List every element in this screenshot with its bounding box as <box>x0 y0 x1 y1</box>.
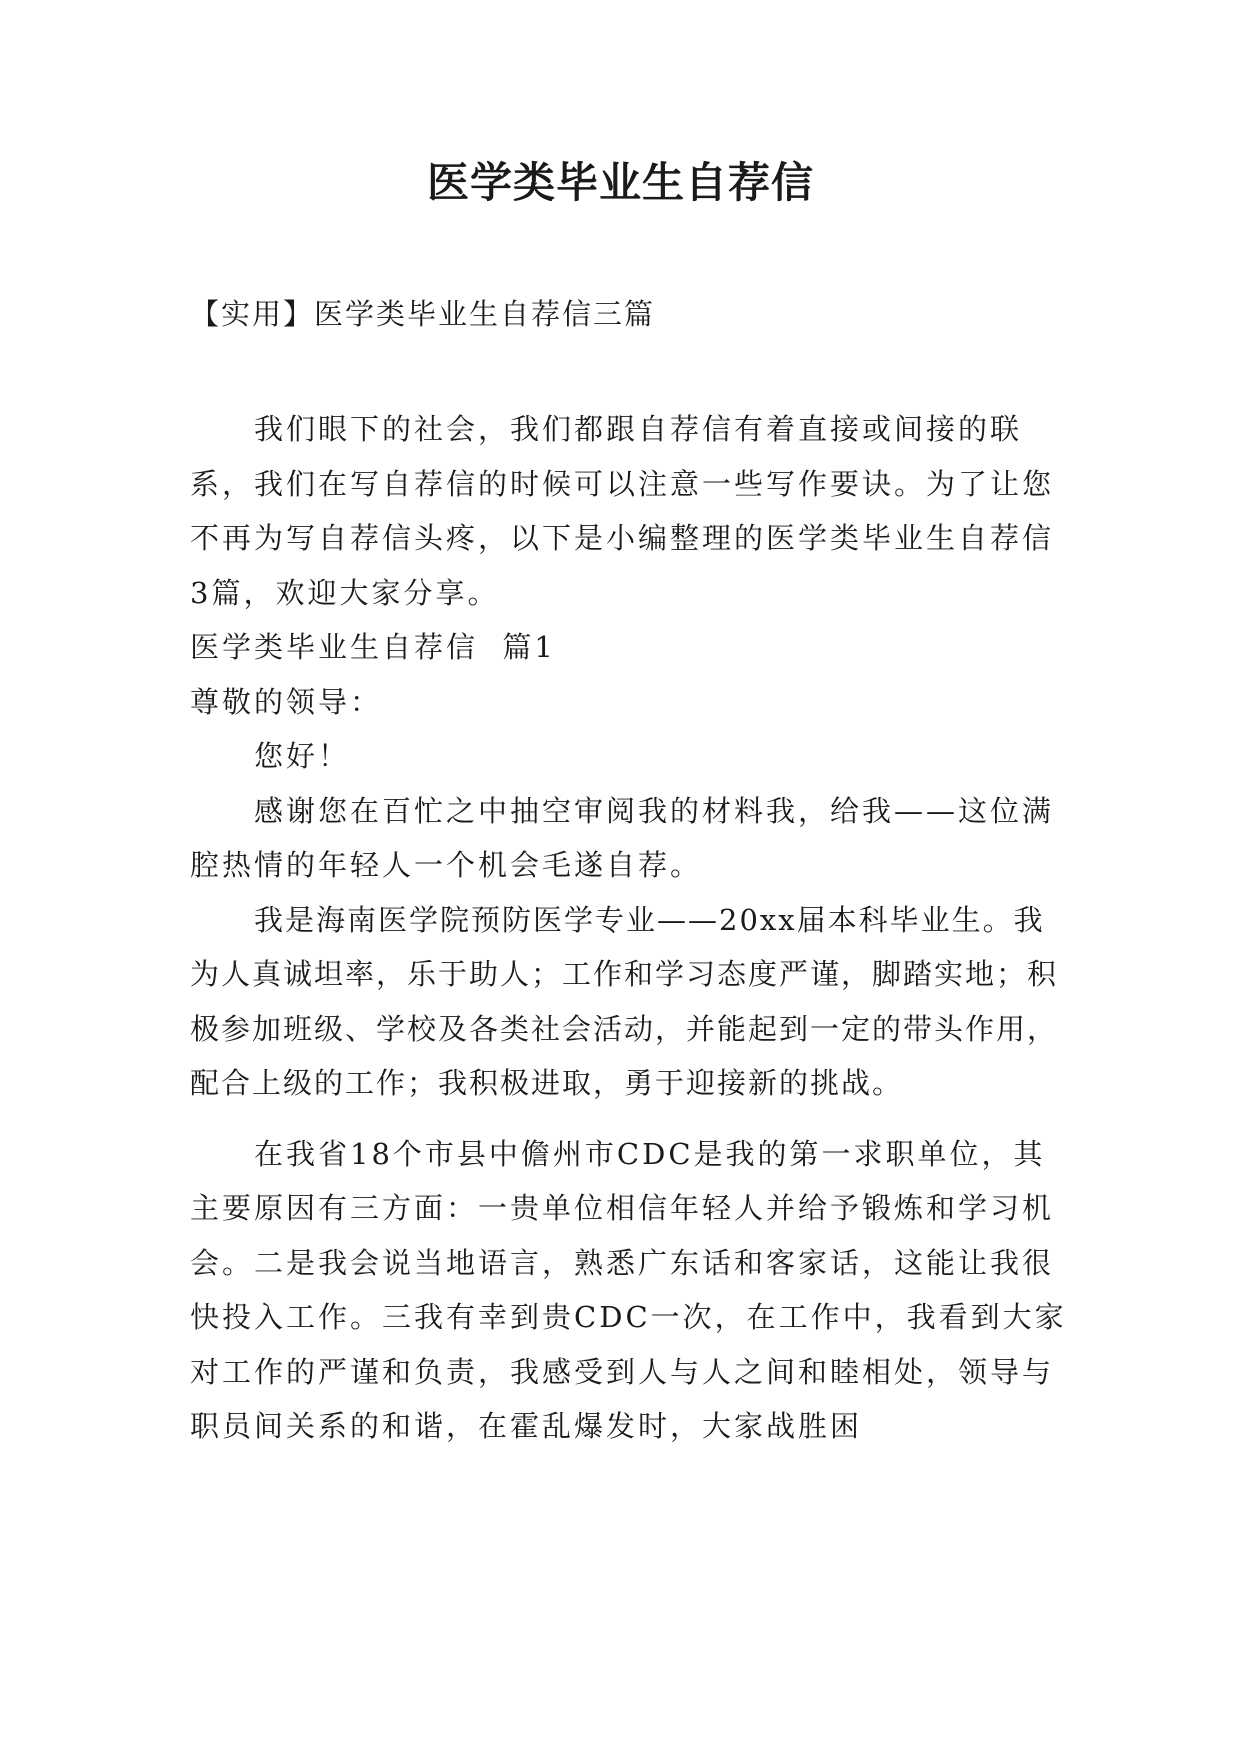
intro-paragraph: 我们眼下的社会，我们都跟自荐信有着直接或间接的联系，我们在写自荐信的时候可以注意一些写作要诀。为了让您不再为写自荐信头疼，以下是小编整理的医学类毕业生自荐信3篇，欢迎大家分享。 <box>190 412 1055 610</box>
document-subtitle: 【实用】医学类毕业生自荐信三篇 <box>190 297 656 331</box>
body-paragraph-2: 我是海南医学院预防医学专业——20xx届本科毕业生。我为人真诚坦率，乐于助人；工作和学习态度严谨，脚踏实地；积极参加班级、学校及各类社会活动，并能起到一定的带头作用，配合上级的工作；我积极进取，勇于迎接新的挑战。 <box>190 902 1059 1100</box>
document-body <box>190 402 1070 1454</box>
salutation: 尊敬的领导： <box>190 684 383 719</box>
greeting: 您好！ <box>254 739 351 773</box>
section-heading: 医学类毕业生自荐信 篇1 <box>190 630 556 664</box>
body-paragraph-1: 感谢您在百忙之中抽空审阅我的材料我，给我——这位满腔热情的年轻人一个机会毛遂自荐。 <box>190 793 1055 882</box>
document-title: 医学类毕业生自荐信 <box>426 158 814 207</box>
body-paragraph-3: 在我省18个市县中儋州市CDC是我的第一求职单位，其主要原因有三方面：一贵单位相信年轻人并给予锻炼和学习机会。二是我会说当地语言，熟悉广东话和客家话，这能让我很快投入工作。三我有幸到贵CDC一次，在工作中，我看到大家对工作的严谨和负责，我感受到人与人之间和睦相处，领导与职员间关系的和谐，在霍乱爆发时，大家战胜困 <box>190 1136 1067 1443</box>
